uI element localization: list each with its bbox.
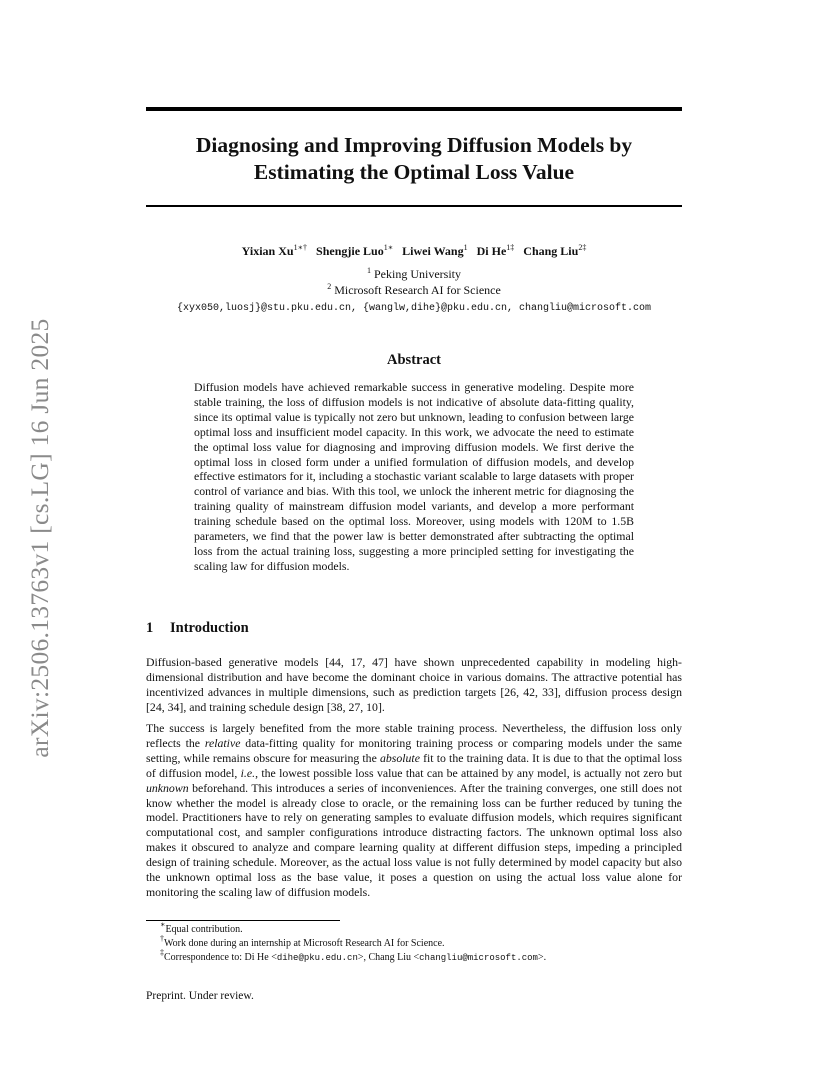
- title-line-2: Estimating the Optimal Loss Value: [253, 160, 575, 184]
- section-heading-introduction: [146, 620, 249, 637]
- footnotes: [160, 920, 700, 965]
- title-bottom-rule: [146, 205, 682, 207]
- paper-title: [146, 132, 682, 186]
- abstract-text: Diffusion models have achieved remarkable success in generative modeling. Despite more stable training, the loss of diffusion models is not indicative of absolute data-fitting quality, since its optimal value is typically not zero but unknown, leading to confusion between large optimal loss and insufficient model capacity. In this work, we advocate the need to estimate the optimal loss value for diagnosing and improving diffusion models. We first derive the optimal loss in closed form under a unified formulation of diffusion models, and develop effective estimators for it, including a stochastic variant scalable to large datasets with proper control of variance and bias. With this tool, we unlock the inherent metric for diagnosing the training quality of mainstream diffusion model variants, and develop a more performant training schedule based on the optimal loss. Moreover, using models with 120M to 1.5B parameters, we find that the power law is better demonstrated after subtracting the optimal loss from the actual training loss, suggesting a more principled setting for investigating the scaling law for diffusion models.: [194, 380, 634, 573]
- footnote-equal-contribution: ∗Equal contribution.: [160, 920, 243, 935]
- footnote-correspondence: ‡Correspondence to: Di He <dihe@pku.edu.cn>, Chang Liu <changliu@microsoft.com>.: [160, 948, 547, 963]
- affiliation-2: $^2$ Microsoft Research AI for Science: [327, 282, 501, 297]
- affiliation-1: $^1$ Peking University: [367, 266, 461, 281]
- intro-paragraph-2: The success is largely benefited from the more stable training process. Nevertheless, the diffusion loss only reflects the relative data-fitting quality for monitoring training process or comparing models under the same setting, while remains obscure for measuring the absolute fit to the training data. It is due to that the optimal loss of diffusion model, i.e., the lowest possible loss value that can be attained by any model, is actually not zero but unknown beforehand. This introduces a series of inconveniences. After the training converges, one still does not know whether the model is already close to oracle, or the remaining loss can be further reduced by tuning the model. Practitioners have to rely on generating samples to evaluate diffusion models, which requires significant computational cost, and sampler configurations introduce distracting factors. The unknown optimal loss also makes it obscured to analyze and compare learning quality at different diffusion steps, impeding a principled design of training schedule. Moreover, as the actual loss value is not fully determined by model capacity but also the unknown optimal loss as the base value, it poses a question on using the actual loss value alone for monitoring the scaling law of diffusion models.: [146, 721, 682, 899]
- arxiv-side-identifier: [20, 300, 60, 775]
- author: Di $He^{1\ddagger}$: [476, 243, 515, 258]
- abstract-heading: Abstract: [387, 352, 441, 368]
- author: Chang Liu$^{2\ddagger}$: [523, 243, 587, 258]
- section-number: 1: [146, 620, 154, 636]
- footnote-rule: [146, 920, 340, 921]
- title-top-rule: [146, 107, 682, 111]
- author: Liwei Wang$^1$: [402, 243, 468, 258]
- author-list: [146, 243, 682, 259]
- author: Shengjie Luo$^{1∗}$: [316, 243, 394, 258]
- author-emails: {xyx050,luosj}@stu.pku.edu.cn, {wanglw,dihe}@pku.edu.cn, changliu@microsoft.com: [176, 303, 652, 314]
- email-link[interactable]: changliu@microsoft.com: [419, 953, 538, 963]
- section-title: Introduction: [170, 620, 249, 636]
- author: Yixian $Xu^{1∗\dagger}$: [241, 243, 308, 258]
- footnote-internship: †Work done during an internship at Microsoft Research AI for Science.: [160, 934, 445, 949]
- title-line-1: Diagnosing and Improving Diffusion Models by: [195, 133, 633, 157]
- arxiv-identifier-text: arXiv:2506.13763v1 [cs.LG] 16 Jun 2025: [25, 317, 54, 758]
- email-link[interactable]: dihe@pku.edu.cn: [276, 953, 358, 963]
- preprint-note: Preprint. Under review.: [146, 990, 254, 1002]
- intro-paragraph-1: Diffusion-based generative models [44, 17, 47] have shown unprecedented capability in modeling high-dimensional distribution and have become the dominant choice in various domains. The attractive potential has incentivized advances in multiple dimensions, such as prediction targets [26, 42, 33], diffusion process design [24, 34], and training schedule design [38, 27, 10].: [146, 655, 682, 714]
